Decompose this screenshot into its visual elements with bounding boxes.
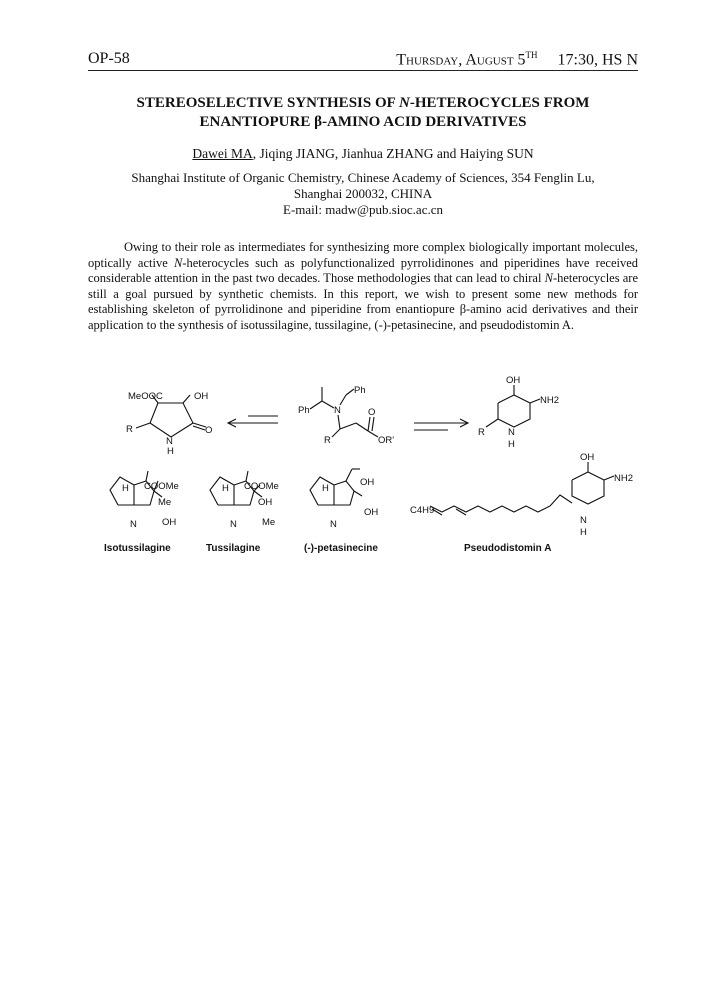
title-line2: ENANTIOPURE β-AMINO ACID DERIVATIVES <box>199 114 527 130</box>
piperidine-structure <box>486 385 540 427</box>
petasinecine-label: (-)-petasinecine <box>304 543 378 554</box>
oh-label: OH <box>194 391 209 402</box>
pseudo-h-label: H <box>580 527 587 538</box>
o-label: O <box>205 425 213 436</box>
amine-n-label: N <box>334 405 341 416</box>
title-line1-suffix: -HETEROCYCLES FROM <box>409 95 590 111</box>
iso-me-label: Me <box>158 497 172 508</box>
tus-oh-label: OH <box>258 497 273 508</box>
reaction-scheme <box>88 365 648 565</box>
piperidine-n-label: N <box>508 427 515 438</box>
piperidine-nh2-label: NH2 <box>540 395 560 406</box>
session-time-room: 17:30, HS N <box>557 51 638 69</box>
r-label: R <box>126 424 133 435</box>
pseudodistomin-label: Pseudodistomin A <box>464 543 552 554</box>
session-code: OP-58 <box>88 50 130 67</box>
title-line1-prefix: STEREOSELECTIVE SYNTHESIS OF <box>136 95 399 111</box>
tus-h-label: H <box>222 483 229 494</box>
iso-coome-label: COOMe <box>144 481 179 492</box>
pseudo-n-label: N <box>580 515 587 526</box>
pseudodistomin-structure <box>430 462 614 515</box>
h-label: H <box>167 446 174 457</box>
ester-or-label: OR' <box>378 435 395 446</box>
piperidine-oh-label: OH <box>506 375 521 386</box>
pet-h-label: H <box>322 483 329 494</box>
iso-oh-label: OH <box>162 517 177 528</box>
abstract-part2: -heterocycles such as polyfunctionalized pyrrolidinones and piperidines have received considerable attention in the past two decades. Those methodologies that can lead to chiral <box>88 255 639 286</box>
pseudo-c4h9-label: C4H9 <box>410 505 435 516</box>
session-time <box>396 50 638 69</box>
carbonyl-o-label: O <box>368 407 376 418</box>
reaction-arrow-right <box>414 419 468 430</box>
header-rule <box>88 70 638 71</box>
title-italic-n: N <box>399 95 410 111</box>
abstract-part3: -heterocycles are still a goal pursued by synthetic chemists. In this report, we wish to present some new methods for establishing skeleton of pyrrolidinone and piperidine from enantiopure β-amino acid derivatives and their application to the synthesis of isotussilagine, tussilagine, (-)-petasinecine, and pseudodistomin A. <box>88 271 638 332</box>
pet-n-label: N <box>330 519 337 530</box>
tussilagine-label: Tussilagine <box>206 543 261 554</box>
affiliation-email: E-mail: madw@pub.sioc.ac.cn <box>283 202 443 217</box>
abstract-part1: Owing to their role as intermediates for synthesizing more complex biologically important molecules, optically active <box>88 240 638 270</box>
isotussilagine-label: Isotussilagine <box>104 543 171 554</box>
page-header <box>88 46 638 70</box>
pseudo-oh-label: OH <box>580 452 595 463</box>
session-day: Thursday, August 5 <box>396 51 526 69</box>
paper-title <box>88 94 638 132</box>
tus-me-label: Me <box>262 517 276 528</box>
abstract-italic-n1: N <box>173 255 183 270</box>
affiliation <box>88 170 638 218</box>
piperidine-h-label: H <box>508 439 515 450</box>
author-list <box>88 146 638 162</box>
co-authors: , Jiqing JIANG, Jianhua ZHANG and Haiying SUN <box>252 146 534 161</box>
affiliation-line1: Shanghai Institute of Organic Chemistry, Chinese Academy of Sciences, 354 Fenglin Lu, <box>131 170 595 185</box>
ph-left-label: Ph <box>298 405 310 416</box>
mecooc-label: MeOOC <box>128 391 163 402</box>
center-r-label: R <box>324 435 331 446</box>
piperidine-r-label: R <box>478 427 485 438</box>
abstract-text <box>88 240 638 334</box>
day-suffix: TH <box>525 50 538 60</box>
n-label: N <box>166 436 173 447</box>
pet-oh-label: OH <box>364 507 379 518</box>
presenting-author: Dawei MA <box>192 146 253 161</box>
petasinecine-structure <box>310 469 362 505</box>
reaction-arrow-left <box>228 416 278 427</box>
tus-coome-label: COOMe <box>244 481 279 492</box>
affiliation-line2: Shanghai 200032, CHINA <box>293 186 433 201</box>
ph-top-label: Ph <box>354 385 366 396</box>
pseudo-nh2-label: NH2 <box>614 473 634 484</box>
pet-oh-top-label: OH <box>360 477 375 488</box>
iso-h-label: H <box>122 483 129 494</box>
iso-n-label: N <box>130 519 137 530</box>
tus-n-label: N <box>230 519 237 530</box>
abstract-italic-n2: N <box>544 271 553 286</box>
